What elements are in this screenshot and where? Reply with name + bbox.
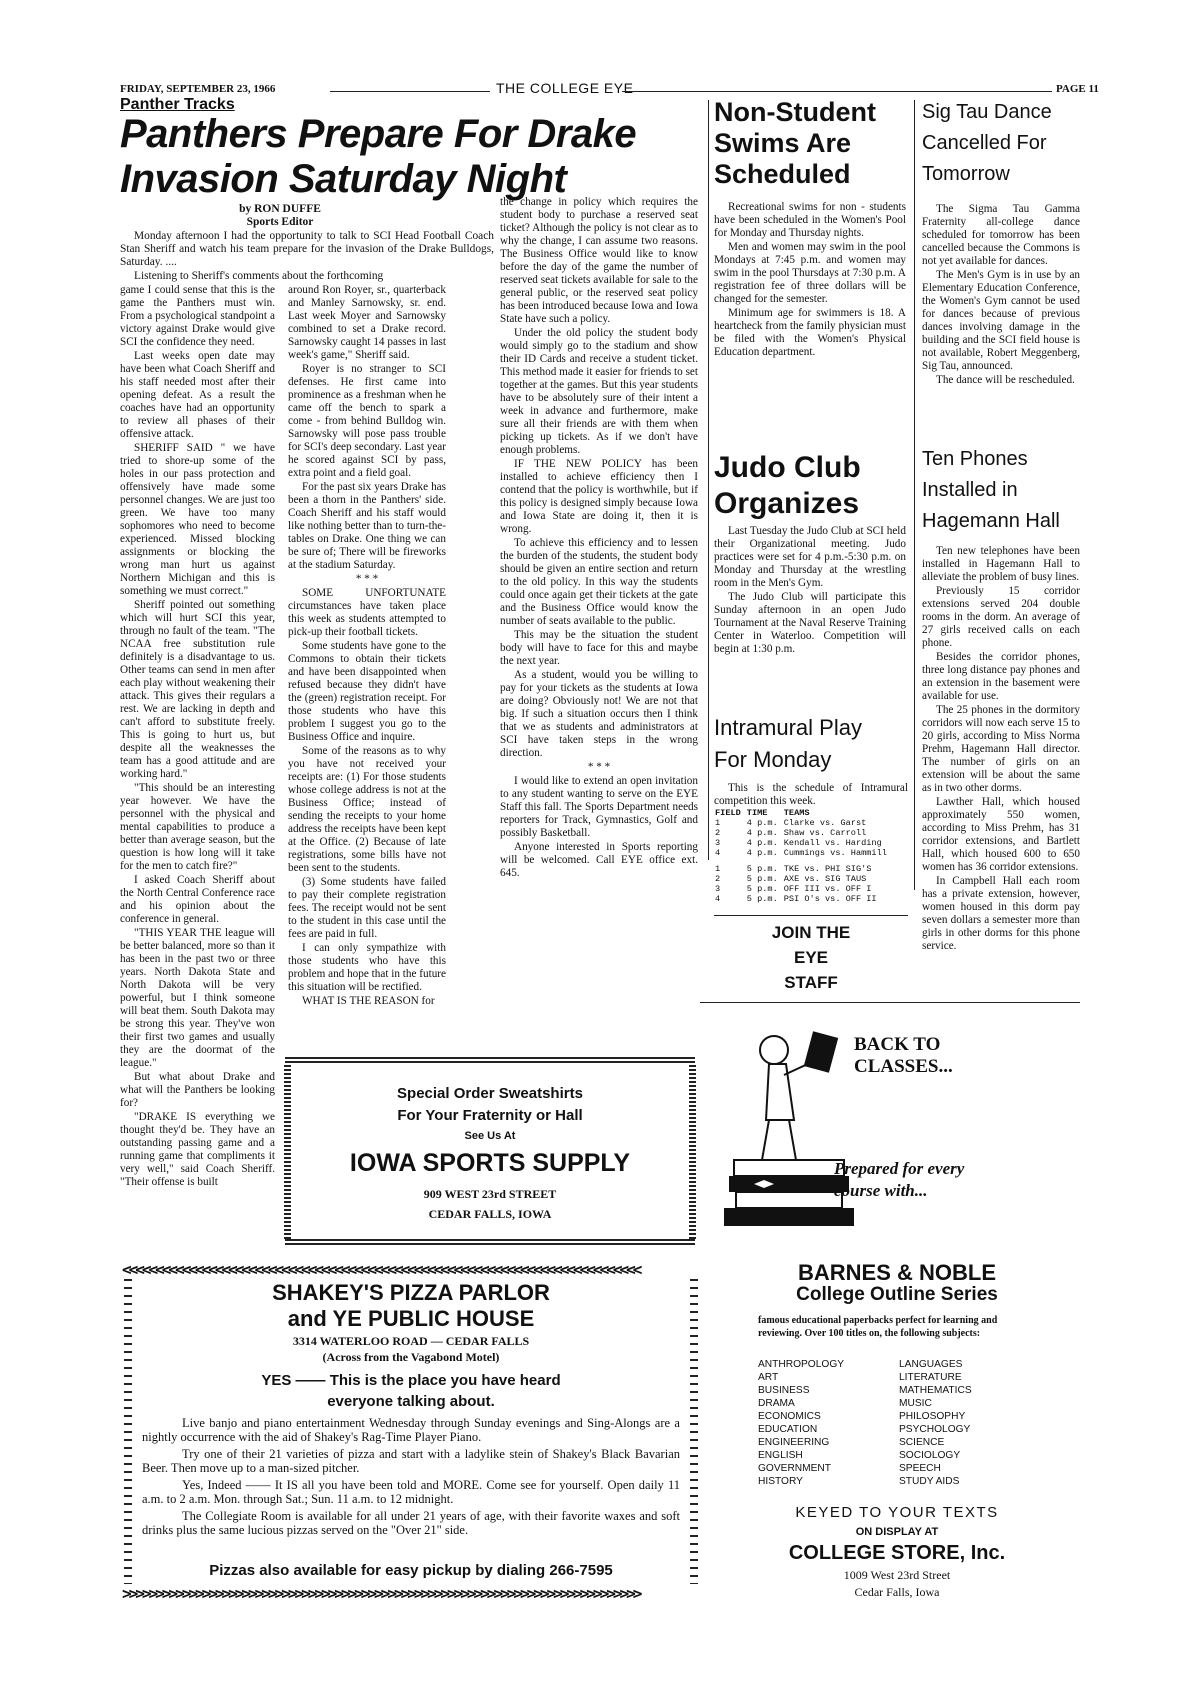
column-paragraph: The 25 phones in the dormitory corridors will now each serve 15 to 20 girls, according to Miss Norma Prehm, Hagemann Hall director. The number of girls on an extension will be about the same as in two other dorms. — [922, 704, 1080, 794]
panthers-headline-line2: Invasion Saturday Night — [120, 157, 567, 201]
back-to-classes — [854, 1034, 953, 1078]
college-store-street: 1009 West 23rd Street — [843, 1568, 951, 1582]
ad-paragraph: Try one of their 21 varieties of pizza and start with a ladylike stein of Shakey's Black Bavarian Beer. Then move up to a man-sized pitcher. — [142, 1447, 680, 1475]
column-paragraph: Royer is no stranger to SCI defenses. He first came into prominence as a freshman when he came off the bench to spark a come - from behind Bulldog win. Sarnowsky will pose pass trouble for SCI's deep secondary. Last year he scored against SCI by pass, extra point and a field goal. — [288, 363, 446, 479]
column-paragraph: game I could sense that this is the game the Panthers must win. From a psychological standpoint a victory against Drake would give SCI the confidence they need. — [120, 284, 275, 348]
subject-item: ART — [758, 1372, 779, 1383]
column-paragraph: Anyone interested in Sports reporting will be welcomed. Call EYE office ext. 645. — [500, 841, 698, 879]
ad-line: course with... — [834, 1181, 928, 1200]
column-paragraph: Under the old policy the student body would simply go to the stadium and show their ID Cards and receive a student ticket. This method made it easier for friends to set together at the games. But this year students have to be absolutely sure of their intent a week in advance and furthermore, make sure all their friends are with them when picking up tickets. As if we don't have enough problems. — [500, 327, 698, 456]
panther-tracks-kicker: Panther Tracks — [120, 96, 235, 113]
book-stack — [724, 1208, 854, 1226]
ad-paragraph: Live banjo and piano entertainment Wednesday through Sunday evenings and Sing-Alongs are a nightly occurrence with the aid of Shakey's Rag-Time Player Piano. — [142, 1416, 680, 1444]
column-paragraph: This is the schedule of Intramural competition this week. — [714, 782, 908, 807]
panthers-headline-line1: Panthers Prepare For Drake — [120, 112, 637, 156]
table-cell: Kendall vs. Harding — [783, 838, 882, 848]
column-paragraph: For the past six years Drake has been a thorn in the Panthers' side. Coach Sheriff and his staff would like nothing better than to turn-the-tables on Drake. One thing we can be sure of; There will be fireworks at the stadium Saturday. — [288, 481, 446, 571]
column-paragraph: To achieve this efficiency and to lessen the burden of the students, the student body should be given an entire section and return to the old policy. In this way the students could once again get their tickets at the gate and the Business Office would know the number of seats available to the public. — [500, 537, 698, 627]
shakeys-across: (Across from the Vagabond Motel) — [322, 1350, 500, 1364]
swims-headline — [714, 97, 910, 190]
column-paragraph: "DRAKE IS everything we thought they'd be. They have an outstanding passing game and a running game that compliments it very well," said Coach Sheriff. "Their offense is built — [120, 1111, 275, 1188]
column-paragraph: I asked Coach Sheriff about the North Central Conference race and his opinion about the conference in general. — [120, 874, 275, 925]
table-cell: 4 p.m. — [746, 838, 778, 848]
table-cell: 5 p.m. — [746, 894, 778, 904]
headline-line: Swims Are — [714, 128, 852, 158]
panthers-column-2 — [288, 284, 446, 1009]
panthers-column-3 — [500, 196, 698, 881]
held-book — [804, 1031, 838, 1073]
column-divider — [708, 100, 709, 860]
column-paragraph: Besides the corridor phones, three long distance pay phones and an extension in the basement were available for use. — [922, 651, 1080, 702]
column-paragraph: the change in policy which requires the student body to purchase a reserved seat ticket? Although the policy is not clear as to why the change, I can assume two reasons. The Business Office would like to know before the day of the game the number of reserved seat tickets available for sale to the general public, or the reserved seat policy has been introduced because Iowa and Iowa State have such a policy. — [500, 196, 698, 325]
subject-item: MUSIC — [899, 1398, 932, 1409]
book-stack — [729, 1176, 849, 1192]
table-cell: Shaw vs. Carroll — [783, 828, 867, 838]
ad-line: BACK TO — [854, 1034, 941, 1055]
table-row — [712, 874, 890, 884]
table-row — [712, 838, 890, 848]
notice-line: JOIN THE — [771, 923, 851, 942]
ad-border-bottom: >>>>>>>>>>>>>>>>>>>>>>>>>>>>>>>>>>>>>>>>>>>>>>>>>>>>>>>>>>>>>>>>>>>>>>>>>>>>>> — [122, 1584, 640, 1600]
iowa-sports-supply-name: IOWA SPORTS SUPPLY — [349, 1149, 631, 1177]
section-break-stars: * * * — [587, 761, 611, 773]
headline-line: For Monday — [714, 747, 832, 772]
notice-line: EYE — [793, 948, 829, 967]
headline-line: Hagemann Hall — [922, 510, 1060, 532]
ad-border-top: <<<<<<<<<<<<<<<<<<<<<<<<<<<<<<<<<<<<<<<<<<<<<<<<<<<<<<<<<<<<<<<<<<<<<<<<<<<<<< — [122, 1260, 640, 1276]
table-cell: 2 — [715, 874, 721, 884]
subject-item: HISTORY — [758, 1476, 803, 1487]
table-row — [712, 818, 890, 828]
table-row — [712, 828, 890, 838]
column-paragraph: Some of the reasons as to why you have not received your receipts are: (1) For those students whose college address is not at the Business Office; instead of sending the receipts to your home address the receipts have been kept at the Office. (2) Because of late registrations, some bills have not been sent to the students. — [288, 745, 446, 874]
phones-body — [922, 545, 1080, 954]
join-box-bottom-rule — [700, 1002, 1080, 1003]
lede-paragraph-2: Listening to Sheriff's comments about the forthcoming — [134, 270, 384, 282]
byline-name: by RON DUFFE — [239, 203, 321, 215]
table-row — [712, 858, 890, 874]
headline-line: Cancelled For — [922, 132, 1047, 154]
subject-item: ECONOMICS — [758, 1411, 821, 1422]
shakeys-pizza-ad — [122, 1260, 700, 1600]
barnes-noble-brand: BARNES & NOBLE — [797, 1260, 996, 1285]
table-cell: 5 p.m. — [746, 884, 778, 894]
column-paragraph: The Men's Gym is in use by an Elementary Education Conference, the Women's Gym cannot be used for dances because of previous dances involving damage in the building and the SCI field house is not available, Robert Meggenberg, Sig Tau, announced. — [922, 269, 1080, 372]
column-header: FIELD — [715, 808, 741, 818]
lede-paragraph: Monday afternoon I had the opportunity to talk to SCI Head Football Coach Stan Sheriff and watch his team prepare for the invasion of the Drake Bulldogs, Saturday. .... — [120, 230, 494, 268]
shakeys-public-house: and YE PUBLIC HOUSE — [287, 1306, 535, 1331]
masthead-date: FRIDAY, SEPTEMBER 23, 1966 — [120, 83, 276, 95]
ad-line: Special Order Sweatshirts — [397, 1085, 583, 1102]
byline-title: Sports Editor — [246, 216, 314, 228]
subject-item: LITERATURE — [899, 1372, 962, 1383]
ad-line: CLASSES... — [854, 1056, 953, 1077]
notice-line: STAFF — [784, 973, 838, 992]
on-display-at: ON DISPLAY AT — [855, 1526, 939, 1538]
column-paragraph: SOME UNFORTUNATE circumstances have taken place this week as students attempted to pick-up their football tickets. — [288, 587, 446, 638]
subjects-list-left — [758, 1358, 898, 1488]
headline-line: Tomorrow — [922, 163, 1010, 185]
subject-item: ENGINEERING — [758, 1437, 830, 1448]
series-description: famous educational paperbacks perfect for learning and reviewing. Over 100 titles on, the following subjects: — [758, 1315, 998, 1339]
table-cell: OFF III vs. OFF I — [783, 884, 872, 894]
subject-item: BUSINESS — [758, 1385, 810, 1396]
ad-address: 909 WEST 23rd STREET — [423, 1187, 557, 1201]
byline — [200, 203, 360, 229]
sigtau-headline — [922, 97, 1082, 190]
table-cell: AXE vs. SIG TAUS — [783, 874, 867, 884]
subject-item: STUDY AIDS — [899, 1476, 960, 1487]
subject-item: PSYCHOLOGY — [899, 1424, 971, 1435]
table-cell: PSI O's vs. OFF II — [783, 894, 877, 904]
student-legs — [762, 1120, 796, 1160]
column-header: TIME — [746, 808, 768, 818]
panthers-lede — [120, 230, 494, 284]
subject-item: MATHEMATICS — [899, 1385, 972, 1396]
column-paragraph: Last weeks open date may have been what Coach Sheriff and his staff needed most after their opening defeat. As a result the coaches have had an opportunity to review all phases of their offensive attack. — [120, 350, 275, 440]
table-cell: TKE vs. PHI SIG'S — [783, 864, 872, 874]
column-paragraph: The Sigma Tau Gamma Fraternity all-college dance scheduled for tomorrow has been cancelled because the Commons is not yet available for dances. — [922, 203, 1080, 267]
join-box-top-rule — [714, 915, 908, 916]
masthead-rule-left — [330, 91, 490, 92]
column-paragraph: As a student, would you be willing to pay for your tickets as the students at Iowa are doing? Obviously not! We are not that big. If such a situation occurs then I think that we as students and administrators at SCI have taken steps in the wrong direction. — [500, 669, 698, 759]
table-row — [712, 884, 890, 894]
ad-line: Prepared for every — [834, 1159, 965, 1178]
sigtau-body — [922, 203, 1080, 388]
subject-item: SCIENCE — [899, 1437, 945, 1448]
column-divider — [914, 100, 915, 890]
intramural-headline — [714, 712, 910, 776]
column-paragraph: I can only sympathize with those students who have this problem and hope that in the future this situation will be rectified. — [288, 942, 446, 993]
shakeys-copy — [142, 1416, 680, 1540]
masthead-rule-right — [622, 91, 1052, 92]
student-head — [760, 1036, 788, 1064]
shakeys-name: SHAKEY'S PIZZA PARLOR — [272, 1280, 550, 1305]
masthead-page-number: PAGE 11 — [1056, 83, 1099, 95]
prepared-for-every-course — [834, 1158, 964, 1202]
phones-headline — [922, 444, 1082, 537]
subject-item: SOCIOLOGY — [899, 1450, 961, 1461]
judo-headline — [714, 450, 910, 522]
column-paragraph: In Campbell Hall each room has a private extension, however, women housed in this dorm pay seven dollars a semester more than girls in other dorms for this phone service. — [922, 875, 1080, 952]
table-cell: 3 — [715, 884, 721, 894]
column-paragraph: The dance will be rescheduled. — [936, 374, 1075, 386]
column-paragraph: "THIS YEAR THE league will be better balanced, more so than it has been in the past two or three years. North Dakota State and North Dakota will be very powerful, but I think someone will beat them. South Dakota may be strong this year. They've won their first two games and usually they are the doormat of the league." — [120, 927, 275, 1069]
column-paragraph: Recreational swims for non - students have been scheduled in the Women's Pool for Monday and Thursday nights. — [714, 201, 906, 239]
shakeys-pickup-line: Pizzas also available for easy pickup by dialing 266-7595 — [209, 1562, 613, 1579]
headline-line: Intramural Play — [714, 715, 862, 740]
join-eye-staff-notice — [714, 920, 908, 995]
table-header-row — [712, 808, 890, 818]
intramural-schedule-table — [712, 808, 890, 904]
headline-line: Scheduled — [714, 159, 851, 189]
masthead-paper-title: THE COLLEGE EYE — [496, 80, 634, 96]
shakeys-tagline: YES —— This is the place you have heard — [261, 1372, 561, 1389]
table-row — [712, 848, 890, 858]
headline-line: Installed in — [922, 479, 1018, 501]
college-store-name: COLLEGE STORE, Inc. — [788, 1542, 1006, 1564]
headline-line: Non-Student — [714, 97, 876, 127]
ad-line: See Us At — [464, 1130, 516, 1142]
column-paragraph: This may be the situation the student body will have to face for this and maybe the next year. — [500, 629, 698, 667]
panthers-column-1 — [120, 284, 275, 1190]
headline-line: Ten Phones — [922, 448, 1028, 470]
ad-line: For Your Fraternity or Hall — [397, 1107, 583, 1124]
column-paragraph: Minimum age for swimmers is 18. A heartcheck from the family physician must be filed with the Women's Physical Education department. — [714, 307, 906, 358]
swims-body — [714, 201, 906, 360]
headline-line: Organizes — [714, 487, 860, 520]
table-cell: 4 — [715, 894, 721, 904]
column-paragraph: Last Tuesday the Judo Club at SCI held their Organizational meeting. Judo practices were set for 4 p.m.-5:30 p.m. on Monday and Thursday at the wrestling room in the Men's Gym. — [714, 525, 906, 589]
intramural-intro — [714, 782, 908, 809]
column-paragraph: Lawther Hall, which housed approximately 550 women, according to Miss Prehm, has 31 corridor extensions, and Bartlett Hall, which housed 600 to 650 women has 36 corridor extensions. — [922, 796, 1080, 873]
column-paragraph: The Judo Club will participate this Sunday afternoon in an open Judo Tournament at the Naval Reserve Training Center in Waterloo. Competition will begin at 1:30 p.m. — [714, 591, 906, 655]
subject-item: PHILOSOPHY — [899, 1411, 966, 1422]
table-cell: 5 p.m. — [746, 874, 778, 884]
table-cell: Cummings vs. Hammill — [783, 848, 887, 858]
column-paragraph: Men and women may swim in the pool Mondays at 7:45 p.m. and women may swim in the pool Thursdays at 7:30 p.m. A registration fee of three dollars will be changed for the semester. — [714, 241, 906, 305]
column-paragraph: (3) Some students have failed to pay their complete registration fees. The receipt would not be sent to the student in this case until the fees are paid in full. — [288, 876, 446, 940]
table-cell: 4 p.m. — [746, 828, 778, 838]
subject-item: ANTHROPOLOGY — [758, 1359, 845, 1370]
table-cell: 4 — [715, 848, 721, 858]
subject-item: ENGLISH — [758, 1450, 803, 1461]
column-paragraph: WHAT IS THE REASON for — [302, 995, 435, 1007]
table-cell: 1 — [715, 818, 721, 828]
column-paragraph: "This should be an interesting year however. We have the personnel with the physical and mental capabilities to produce a better than average season, but the question is how long will it take for the men to catch fire?" — [120, 782, 275, 872]
subject-item: LANGUAGES — [899, 1359, 963, 1370]
ad-paragraph: Yes, Indeed —— It IS all you have been told and MORE. Come see for yourself. Open daily 11 a.m. to 2 a.m. Mon. through Sat.; Sun. 11 a.m. to 12 midnight. — [142, 1478, 680, 1506]
table-cell: 5 p.m. — [746, 864, 778, 874]
column-paragraph: Previously 15 corridor extensions served 204 double rooms in the dorm. An average of 27 girls received calls on each phone. — [922, 585, 1080, 649]
column-header: TEAMS — [783, 808, 810, 818]
subject-item: SPEECH — [899, 1463, 941, 1474]
column-paragraph: IF THE NEW POLICY has been installed to achieve efficiency then I contend that the policy is worthwhile, but if this policy is designed simply because Iowa and Iowa State are doing it, then it is wrong. — [500, 458, 698, 535]
subject-item: GOVERNMENT — [758, 1463, 832, 1474]
table-cell: 3 — [715, 838, 721, 848]
table-cell: 2 — [715, 828, 721, 838]
headline-line: Sig Tau Dance — [922, 101, 1052, 123]
shakeys-tagline-2: everyone talking about. — [327, 1393, 495, 1410]
iowa-sports-supply-ad — [285, 1057, 695, 1245]
table-row — [712, 894, 890, 904]
table-cell: 4 p.m. — [746, 818, 778, 828]
ad-city: CEDAR FALLS, IOWA — [428, 1207, 552, 1221]
section-break-stars: * * * — [355, 573, 379, 585]
column-paragraph: Some students have gone to the Commons to obtain their tickets and have been disappointed when refused because they didn't have the (green) registration receipt. For those students who have this problem I suggest you go to the Business Office and inquire. — [288, 640, 446, 743]
keyed-to-your-texts: KEYED TO YOUR TEXTS — [795, 1504, 999, 1521]
barnes-noble-ad — [714, 1008, 1080, 1600]
subject-item: EDUCATION — [758, 1424, 818, 1435]
subjects-list-right — [899, 1358, 1039, 1488]
shakeys-address: 3314 WATERLOO ROAD — CEDAR FALLS — [292, 1334, 530, 1348]
column-paragraph: SHERIFF SAID " we have tried to shore-up some of the holes in our pass protection and offensively have made some personnel changes. We are just too green. We have too many sophomores who need to become experienced. Missed blocking assignments or blocking the wrong man hurt us against Northern Michigan and this is something we must correct." — [120, 442, 275, 597]
column-paragraph: I would like to extend an open invitation to any student wanting to serve on the EYE Staff this fall. The Sports Department needs reporters for Track, Gymnastics, Golf and possibly Basketball. — [500, 775, 698, 839]
book-stack — [734, 1160, 844, 1176]
subject-item: DRAMA — [758, 1398, 795, 1409]
book-stack — [736, 1192, 842, 1208]
column-paragraph: around Ron Royer, sr., quarterback and Manley Sarnowsky, sr. end. Last week Moyer and Sarnowsky combined to set a Drake record. Sarnowsky caught 14 passes in last week's game," Sheriff said. — [288, 284, 446, 361]
college-outline-series: College Outline Series — [796, 1284, 998, 1305]
ad-paragraph: The Collegiate Room is available for all under 21 years of age, with their favorite waxes and soft drinks plus the same lucious pizzas served on the "Over 21" side. — [142, 1509, 680, 1537]
table-cell: 4 p.m. — [746, 848, 778, 858]
headline-line: Judo Club — [714, 451, 861, 484]
judo-body — [714, 525, 906, 657]
column-paragraph: But what about Drake and what will the Panthers be looking for? — [120, 1071, 275, 1109]
college-store-city: Cedar Falls, Iowa — [854, 1585, 940, 1599]
column-paragraph: Ten new telephones have been installed in Hagemann Hall to alleviate the problem of busy lines. — [922, 545, 1080, 583]
column-paragraph: Sheriff pointed out something which will hurt SCI this year, through no fault of the team. "The NCAA free substitution rule definitely is a disadvantage to us. Other teams can send in men after each play without weakening their attack. This gives their regulars a rest. We are lacking in depth and can't afford to substitute freely. This is going to hurt us, but despite all the weaknesses the team has a good attitude and are working hard." — [120, 599, 275, 780]
table-cell: 1 — [715, 864, 721, 874]
table-cell: Clarke vs. Garst — [783, 818, 867, 828]
